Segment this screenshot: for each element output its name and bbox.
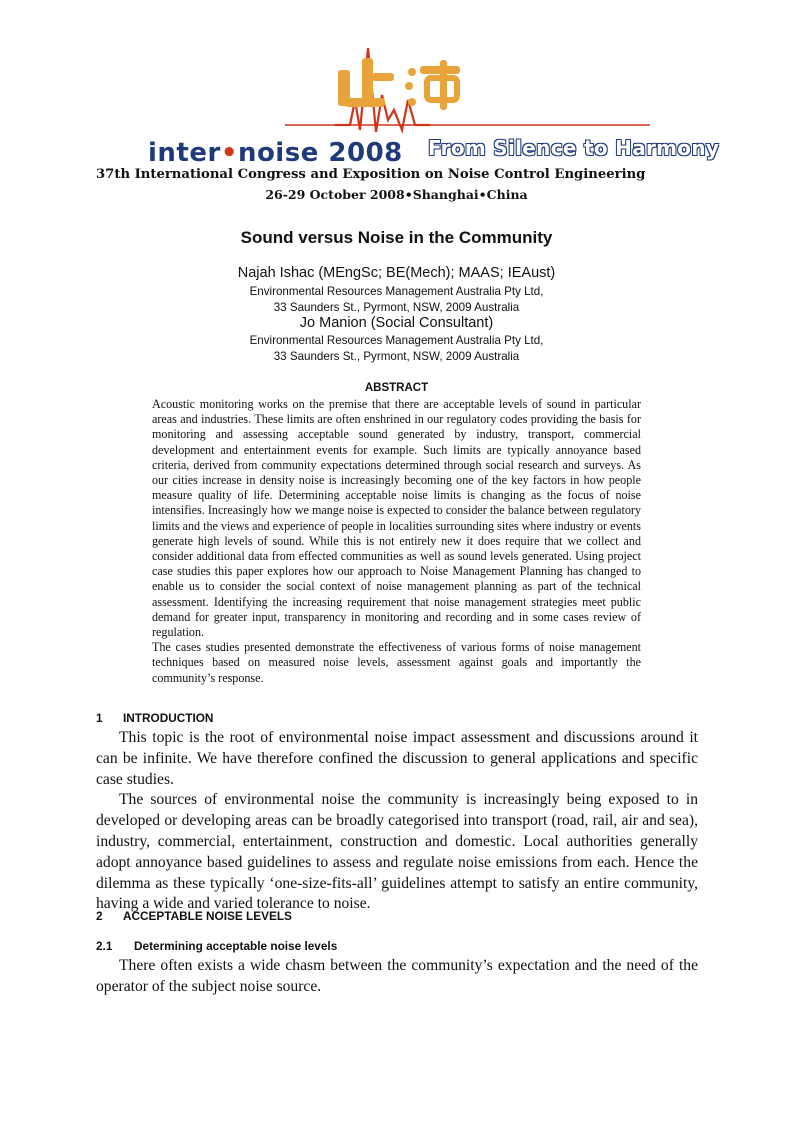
congress-dates: 26-29 October 2008•Shanghai•China bbox=[265, 187, 528, 202]
section-title: INTRODUCTION bbox=[123, 711, 214, 725]
subsection-heading-2-1 bbox=[96, 939, 337, 953]
affiliation-line: Environmental Resources Management Australia Pty Ltd, bbox=[249, 334, 544, 347]
author-name-2: Jo Manion (Social Consultant) bbox=[299, 315, 494, 331]
abstract-body bbox=[152, 397, 641, 686]
body-paragraph: There often exists a wide chasm between the community’s expectation and the need of the operator of the subject noise source. bbox=[96, 957, 698, 995]
brand-suffix: noise 2008 bbox=[237, 138, 403, 168]
section-number: 2 bbox=[96, 909, 103, 923]
section-number: 1 bbox=[96, 711, 103, 725]
affiliation-address: 33 Saunders St., Pyrmont, NSW, 2009 Australia bbox=[273, 301, 520, 314]
author-name-1: Najah Ishac (MEngSc; BE(Mech); MAAS; IEAust) bbox=[237, 265, 556, 281]
body-paragraph: The sources of environmental noise the community is increasingly being exposed to in developed or developing areas can be broadly categorised into transport (road, rail, air and sea), industry, commercial, entertainment, construction and domestic. Local authorities generally adopt annoyance based guidelines to assess and regulate noise emissions from each. Hence the dilemma as these typically ‘one-size-fits-all’ guidelines attempt to satisfy an entire community, having a wide and varied tolerance to noise. bbox=[96, 791, 698, 913]
conference-header bbox=[0, 0, 793, 210]
section-title: ACCEPTABLE NOISE LEVELS bbox=[123, 909, 292, 923]
author-affiliation-1 bbox=[0, 284, 793, 316]
section-title: Determining acceptable noise levels bbox=[134, 939, 338, 953]
brand-prefix: inter bbox=[148, 138, 221, 168]
conference-slogan: From Silence to Harmony bbox=[428, 136, 720, 160]
section-number: 2.1 bbox=[96, 939, 113, 953]
body-paragraph: This topic is the root of environmental noise impact assessment and discussions around it can be infinite. We have therefore confined the discussion to general applications and specific case studies. bbox=[96, 729, 698, 788]
abstract-paragraph: The cases studies presented demonstrate the effectiveness of various forms of noise management techniques based on measured noise levels, assessment against goals and importantly the community’s response. bbox=[152, 640, 641, 685]
author-affiliation-2 bbox=[0, 333, 793, 365]
section-heading-2 bbox=[96, 909, 292, 923]
paper-title: Sound versus Noise in the Community bbox=[240, 228, 553, 247]
abstract-heading: ABSTRACT bbox=[364, 382, 429, 394]
conference-logo-graphic bbox=[140, 40, 680, 140]
congress-name: 37th International Congress and Exposition on Noise Control Engineering bbox=[96, 167, 646, 182]
abstract-paragraph: Acoustic monitoring works on the premise that there are acceptable levels of sound in particular areas and industries. These limits are often enshrined in our regulatory codes providing the basis for monitoring and assessing acceptable sound generated by industry, transport, commercial development and entertainment events for example. Such limits are typically annoyance based criteria, derived from community expectations determined through social research and surveys. As our cities increase in density noise is increasingly becoming one of the key factors in how people measure quality of life. Determining acceptable noise limits is changing as the focus of noise intensifies. Increasingly how we mange noise is expected to consider the balance between regulatory limits and the views and experience of people in localities surrounding sites where industry or events generate high levels of sound. While this is not entirely new it does require that we collect and consider additional data from effected communities as well as sound levels generated. Using project case studies this paper explores how our approach to Noise Management Planning has changed to enable us to consider the social context of noise management planning as part of the technical assessment. Identifying the increasing requirement that noise management strategies meet public demand for greater input, transparency in monitoring and recording and in some cases review of regulation. bbox=[152, 397, 641, 640]
section-body-2-1 bbox=[96, 956, 698, 998]
affiliation-address: 33 Saunders St., Pyrmont, NSW, 2009 Australia bbox=[273, 350, 520, 363]
section-body-1 bbox=[96, 728, 698, 915]
affiliation-line: Environmental Resources Management Australia Pty Ltd, bbox=[249, 285, 544, 298]
brand-dot: • bbox=[220, 138, 238, 168]
section-heading-1 bbox=[96, 711, 213, 725]
brand-logo-text bbox=[148, 138, 403, 168]
shanghai-characters-icon bbox=[338, 58, 460, 110]
